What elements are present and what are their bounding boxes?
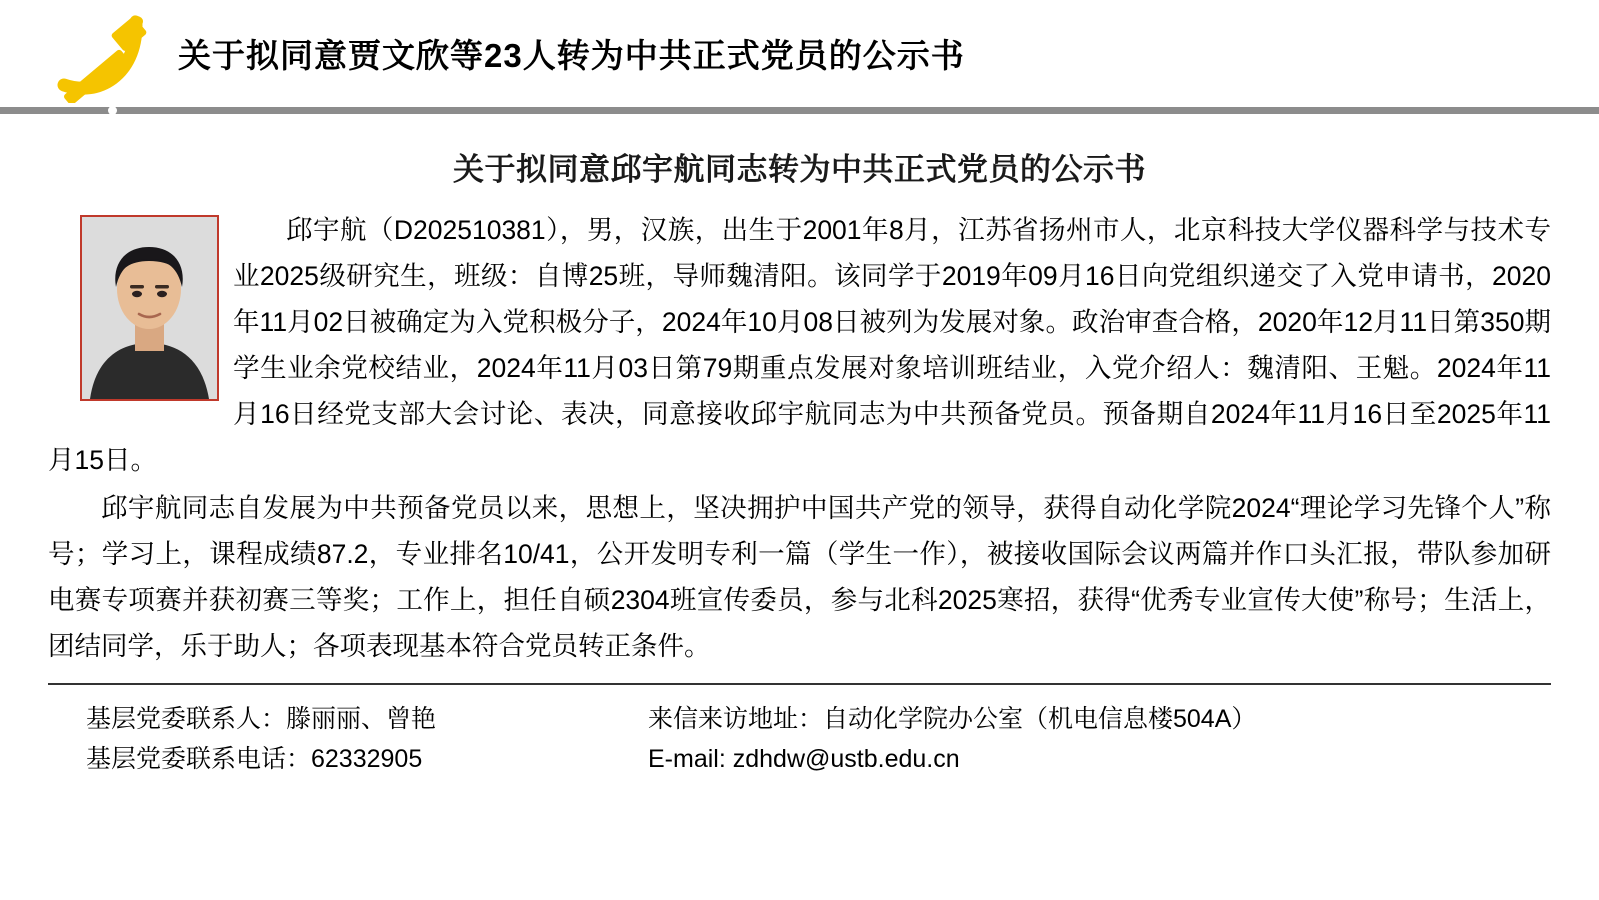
- banner-title: 关于拟同意贾文欣等23人转为中共正式党员的公示书: [178, 37, 965, 74]
- page-footer: [48, 699, 1551, 779]
- contact-phone: 基层党委联系电话：62332905: [86, 745, 423, 773]
- footer-address-column: [648, 699, 1551, 779]
- visit-address: 来信来访地址：自动化学院办公室（机电信息楼504A）: [648, 705, 1257, 733]
- page-header: [0, 0, 1599, 107]
- document-body: [0, 144, 1599, 779]
- footer-contact-column: [48, 699, 648, 779]
- header-divider-notch: [108, 106, 117, 115]
- paragraph-2: 邱宇航同志自发展为中共预备党员以来，思想上，坚决拥护中国共产党的领导，获得自动化学院2024“理论学习先锋个人”称号；学习上，课程成绩87.2，专业排名10/41，公开发明专利一篇（学生一作），被接收国际会议两篇并作口头汇报，带队参加研电赛专项赛并获初赛三等奖；工作上，担任自硕2304班宣传委员，参与北科2025寒招，获得“优秀专业宣传大使”称号；生活上，团结同学，乐于助人；各项表现基本符合党员转正条件。: [48, 493, 1551, 661]
- party-emblem-icon: [38, 4, 160, 104]
- applicant-photo: [80, 215, 219, 401]
- header-divider: [0, 107, 1599, 114]
- document-title: 关于拟同意邱宇航同志转为中共正式党员的公示书: [453, 152, 1146, 187]
- contact-email: E-mail: zdhdw@ustb.edu.cn: [648, 745, 960, 773]
- paragraph-1: 邱宇航（D202510381），男，汉族，出生于2001年8月，江苏省扬州市人，北京科技大学仪器科学与技术专业2025级研究生，班级：自博25班，导师魏清阳。该同学于2019年09月16日向党组织递交了入党申请书，2020年11月02日被确定为入党积极分子，2024年10月08日被列为发展对象。政治审查合格，2020年12月11日第350期学生业余党校结业，2024年11月03日第79期重点发展对象培训班结业，入党介绍人：魏清阳、王魁。2024年11月16日经党支部大会讨论、表决，同意接收邱宇航同志为中共预备党员。预备期自2024年11月16日至2025年11月15日。: [48, 215, 1551, 475]
- contact-person: 基层党委联系人：滕丽丽、曾艳: [86, 705, 437, 733]
- document-content: [48, 207, 1551, 669]
- footer-divider: [48, 683, 1551, 685]
